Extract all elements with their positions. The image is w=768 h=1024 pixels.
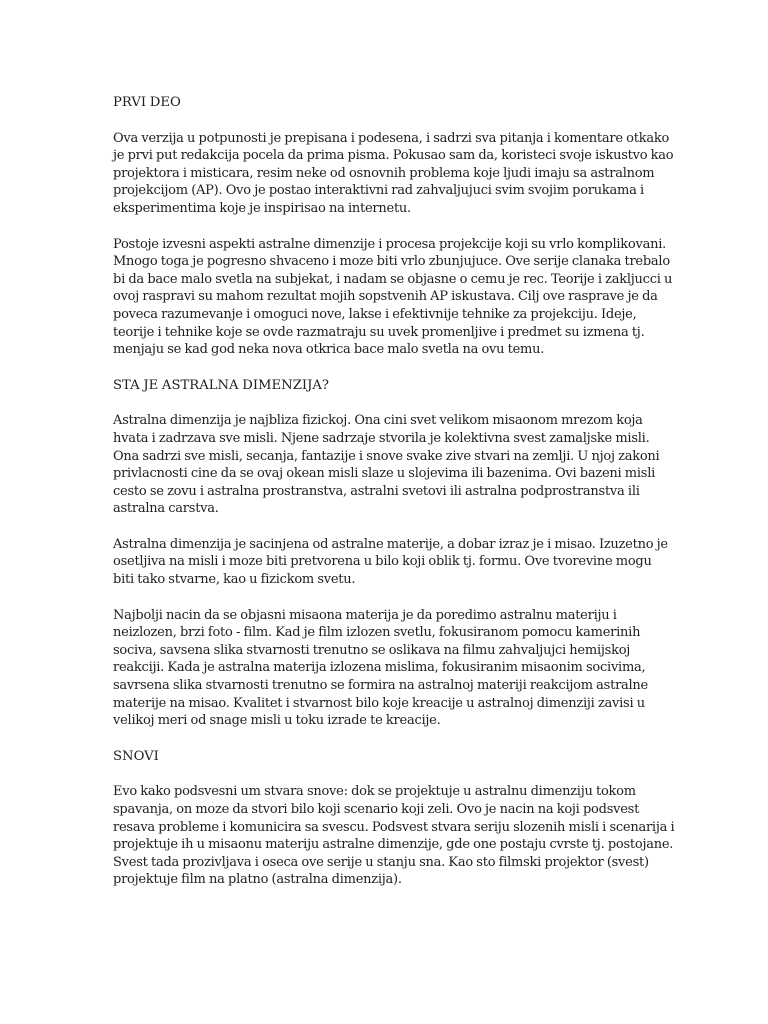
paragraph bbox=[113, 536, 668, 589]
text-line: reakciji. Kada je astralna materija izlozena mislima, fokusiranim misaonim socivima, bbox=[113, 660, 646, 676]
text-line: eksperimentima koje je inspirisao na internetu. bbox=[113, 200, 411, 216]
text-line: neizlozen, brzi foto - film. Kad je film izlozen svetlu, fokusiranom pomocu kamerinih bbox=[113, 625, 641, 641]
text-line: projektuje film na platno (astralna dimenzija). bbox=[113, 872, 402, 888]
text-line: astralna carstva. bbox=[113, 501, 219, 517]
text-line: Postoje izvesni aspekti astralne dimenzije i procesa projekcije koji su vrlo komplikovani. bbox=[113, 236, 666, 252]
text-line: Evo kako podsvesni um stvara snove: dok se projektuje u astralnu dimenziju tokom bbox=[113, 784, 636, 800]
text-line: bi da bace malo svetla na subjekat, i nadam se objasne o cemu je rec. Teorije i zakljucci u bbox=[113, 271, 673, 287]
section-heading-snovi: SNOVI bbox=[113, 748, 159, 764]
text-line: Ona sadrzi sve misli, secanja, fantazije i snove svake zive stvari na zemlji. U njoj zakoni bbox=[113, 448, 660, 464]
text-line: velikoj meri od snage misli u toku izrade te kreacije. bbox=[113, 713, 441, 729]
text-line: projekcijom (AP). Ovo je postao interaktivni rad zahvaljujuci svim svojim porukama i bbox=[113, 183, 644, 199]
text-line: projektuje ih u misaonu materiju astralne dimenzije, gde one postaju cvrste tj. postojane. bbox=[113, 837, 674, 853]
text-line: ovoj raspravi su mahom rezultat mojih sopstvenih AP iskustava. Cilj ove rasprave je da bbox=[113, 289, 658, 305]
text-line: hvata i zadrzava sve misli. Njene sadrzaje stvorila je kolektivna svest zamaljske misli. bbox=[113, 430, 650, 446]
text-line: resava probleme i komunicira sa svescu. Podsvest stvara seriju slozenih misli i scenarija i bbox=[113, 819, 675, 835]
paragraph bbox=[113, 130, 674, 218]
text-line: Astralna dimenzija je sacinjena od astralne materije, a dobar izraz je i misao. Izuzetno je bbox=[113, 536, 668, 552]
text-line: Ova verzija u potpunosti je prepisana i podesena, i sadrzi sva pitanja i komentare otkako bbox=[113, 130, 670, 146]
text-line: projektora i misticara, resim neke od osnovnih problema koje ljudi imaju sa astralnom bbox=[113, 165, 655, 181]
text-line: Svest tada prozivljava i oseca ove serije u stanju sna. Kao sto filmski projektor (svest) bbox=[113, 854, 649, 870]
section-heading-sta-je-astralna-dimenzija: STA JE ASTRALNA DIMENZIJA? bbox=[113, 377, 329, 393]
text-line: spavanja, on moze da stvori bilo koji scenario koji zeli. Ovo je nacin na koji podsvest bbox=[113, 802, 640, 817]
text-line: biti tako stvarne, kao u fizickom svetu. bbox=[113, 572, 356, 588]
text-line: materije na misao. Kvalitet i stvarnost bilo koje kreacije u astralnoj dimenziji zavisi u bbox=[113, 695, 645, 711]
text-line: cesto se zovu i astralna prostranstva, astralni svetovi ili astralna podprostranstva ili bbox=[113, 483, 640, 499]
text-line: Astralna dimenzija je najbliza fizickoj. Ona cini svet velikom misaonom mrezom koja bbox=[113, 413, 643, 429]
paragraph bbox=[113, 412, 665, 518]
paragraph bbox=[113, 607, 665, 730]
section-heading-prvi-deo: PRVI DEO bbox=[113, 95, 181, 110]
text-line: menjaju se kad god neka nova otkrica bace malo svetla na ovu temu. bbox=[113, 342, 545, 358]
text-line: osetljiva na misli i moze biti pretvorena u bilo koji oblik tj. formu. Ove tvorevine mogu bbox=[113, 554, 652, 570]
document-page bbox=[113, 94, 675, 907]
text-line: je prvi put redakcija pocela da prima pisma. Pokusao sam da, koristeci svoje iskustvo kao bbox=[113, 148, 674, 164]
paragraph bbox=[113, 783, 675, 889]
text-line: teorije i tehnike koje se ovde razmatraju su uvek promenljive i predmet su izmena tj. bbox=[113, 324, 645, 340]
text-line: sociva, savsena slika stvarnosti trenutno se oslikava na filmu zahvaljujci hemijskoj bbox=[113, 642, 631, 658]
paragraph bbox=[113, 236, 673, 359]
text-line: privlacnosti cine da se ovaj okean misli slaze u slojevima ili bazenima. Ovi bazeni misli bbox=[113, 466, 656, 482]
text-line: Mnogo toga je pogresno shvaceno i moze biti vrlo zbunjujuce. Ove serije clanaka trebalo bbox=[113, 254, 670, 270]
text-line: poveca razumevanje i omoguci nove, lakse i efektivnije tehnike za projekciju. Ideje, bbox=[113, 306, 637, 322]
text-line: savrsena slika stvarnosti trenutno se formira na astralnoj materiji reakcijom astralne bbox=[113, 678, 649, 694]
text-line: Najbolji nacin da se objasni misaona materija je da poredimo astralnu materiju i bbox=[113, 607, 617, 623]
